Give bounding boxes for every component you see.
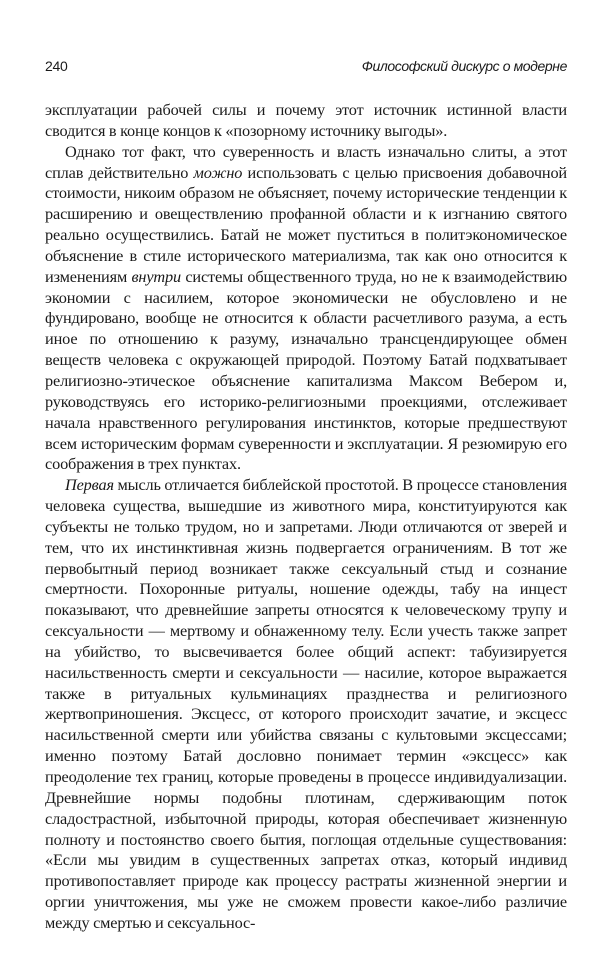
text-segment: системы общественного труда, но не к взаимодействию экономии с насилием, которое экономически не обусловлено и не фундировано, вообще не относится к области расчетливого разума, а есть иное по отношению к разуму, изначально трансцендирующее обмен веществ человека с окружающей природой. Поэтому Батай подхватывает религиозно-этическое объяснение капитализма Максом Вебером и, руководствуясь его историко-религиозными проекциями, отслеживает начала нравственного регулирования инстинктов, которые предшествуют всем историческим формам суверенности и эксплуатации. Я резюмирую его соображения в трех пунктах. [45,266,567,474]
text-segment: эксплуатации рабочей силы и почему этот источник истинной власти сводится в конце концов к «позорному источнику выгоды». [45,100,567,140]
paragraph-continuation [45,100,567,142]
italic-emphasis: можно [193,162,243,182]
page-number: 240 [45,58,68,74]
italic-emphasis: внутри [131,266,181,286]
text-segment: Однако тот факт, что суверенность и власть изначально слиты, а этот сплав действительно [45,141,567,182]
text-segment: использовать с целью присвоения добавочной стоимости, никоим образом не объясняет, почему исторические тенденции к расширению и овеществлению профанной области и к изгнанию святого реально осуществились. Батай не может пуститься в политэкономическое объяснение в стиле исторического материализма, так как оно относится к изменениям [45,162,567,286]
body-text [45,100,567,934]
running-title: Философский дискурс о модерне [361,58,567,74]
paragraph-bataille-sovereignty [45,142,567,476]
page-header [45,56,567,76]
book-page [45,56,567,934]
italic-emphasis: Первая [65,475,114,495]
text-segment: мысль отличается библейской простотой. В процессе становления человека существа, вышедшие из животного мира, конституируются как субъекты не только трудом, но и запретами. Люди отличаются от зверей и тем, что их инстинктивная жизнь подвергается ограничениям. В тот же первобытный период возникает также сексуальный стыд и сознание смертности. Похоронные ритуалы, ношение одежды, табу на инцест показывают, что древнейшие запреты относятся к человеческому трупу и сексуальности — мертвому и обнаженному телу. Если учесть также запрет на убийство, то высвечивается более общий аспект: табуизируется насильственность смерти и сексуальности — насилие, которое выражается также в ритуальных кульминациях празднества и религиозного жертвоприношения. Эксцесс, от которого происходит зачатие, и эксцесс насильственной смерти или убийства связаны с культовыми эксцессами; именно поэтому Батай дословно понимает термин «эксцесс» как преодоление тех границ, которые проведены в процессе индивидуализации. Древнейшие нормы подобны плотинам, сдерживающим поток сладострастной, избыточной природы, которая обеспечивает жизненную полноту и постоянство своего бытия, поглощая отдельные существования: «Если мы увидим в существенных запретах отказ, который индивид противопоставляет природе как процессу растраты жизненной энергии и оргии уничтожения, мы уже не сможем провести какое-либо различие между смертью и сексуальнос- [45,475,567,932]
paragraph-first-thought [45,475,567,934]
